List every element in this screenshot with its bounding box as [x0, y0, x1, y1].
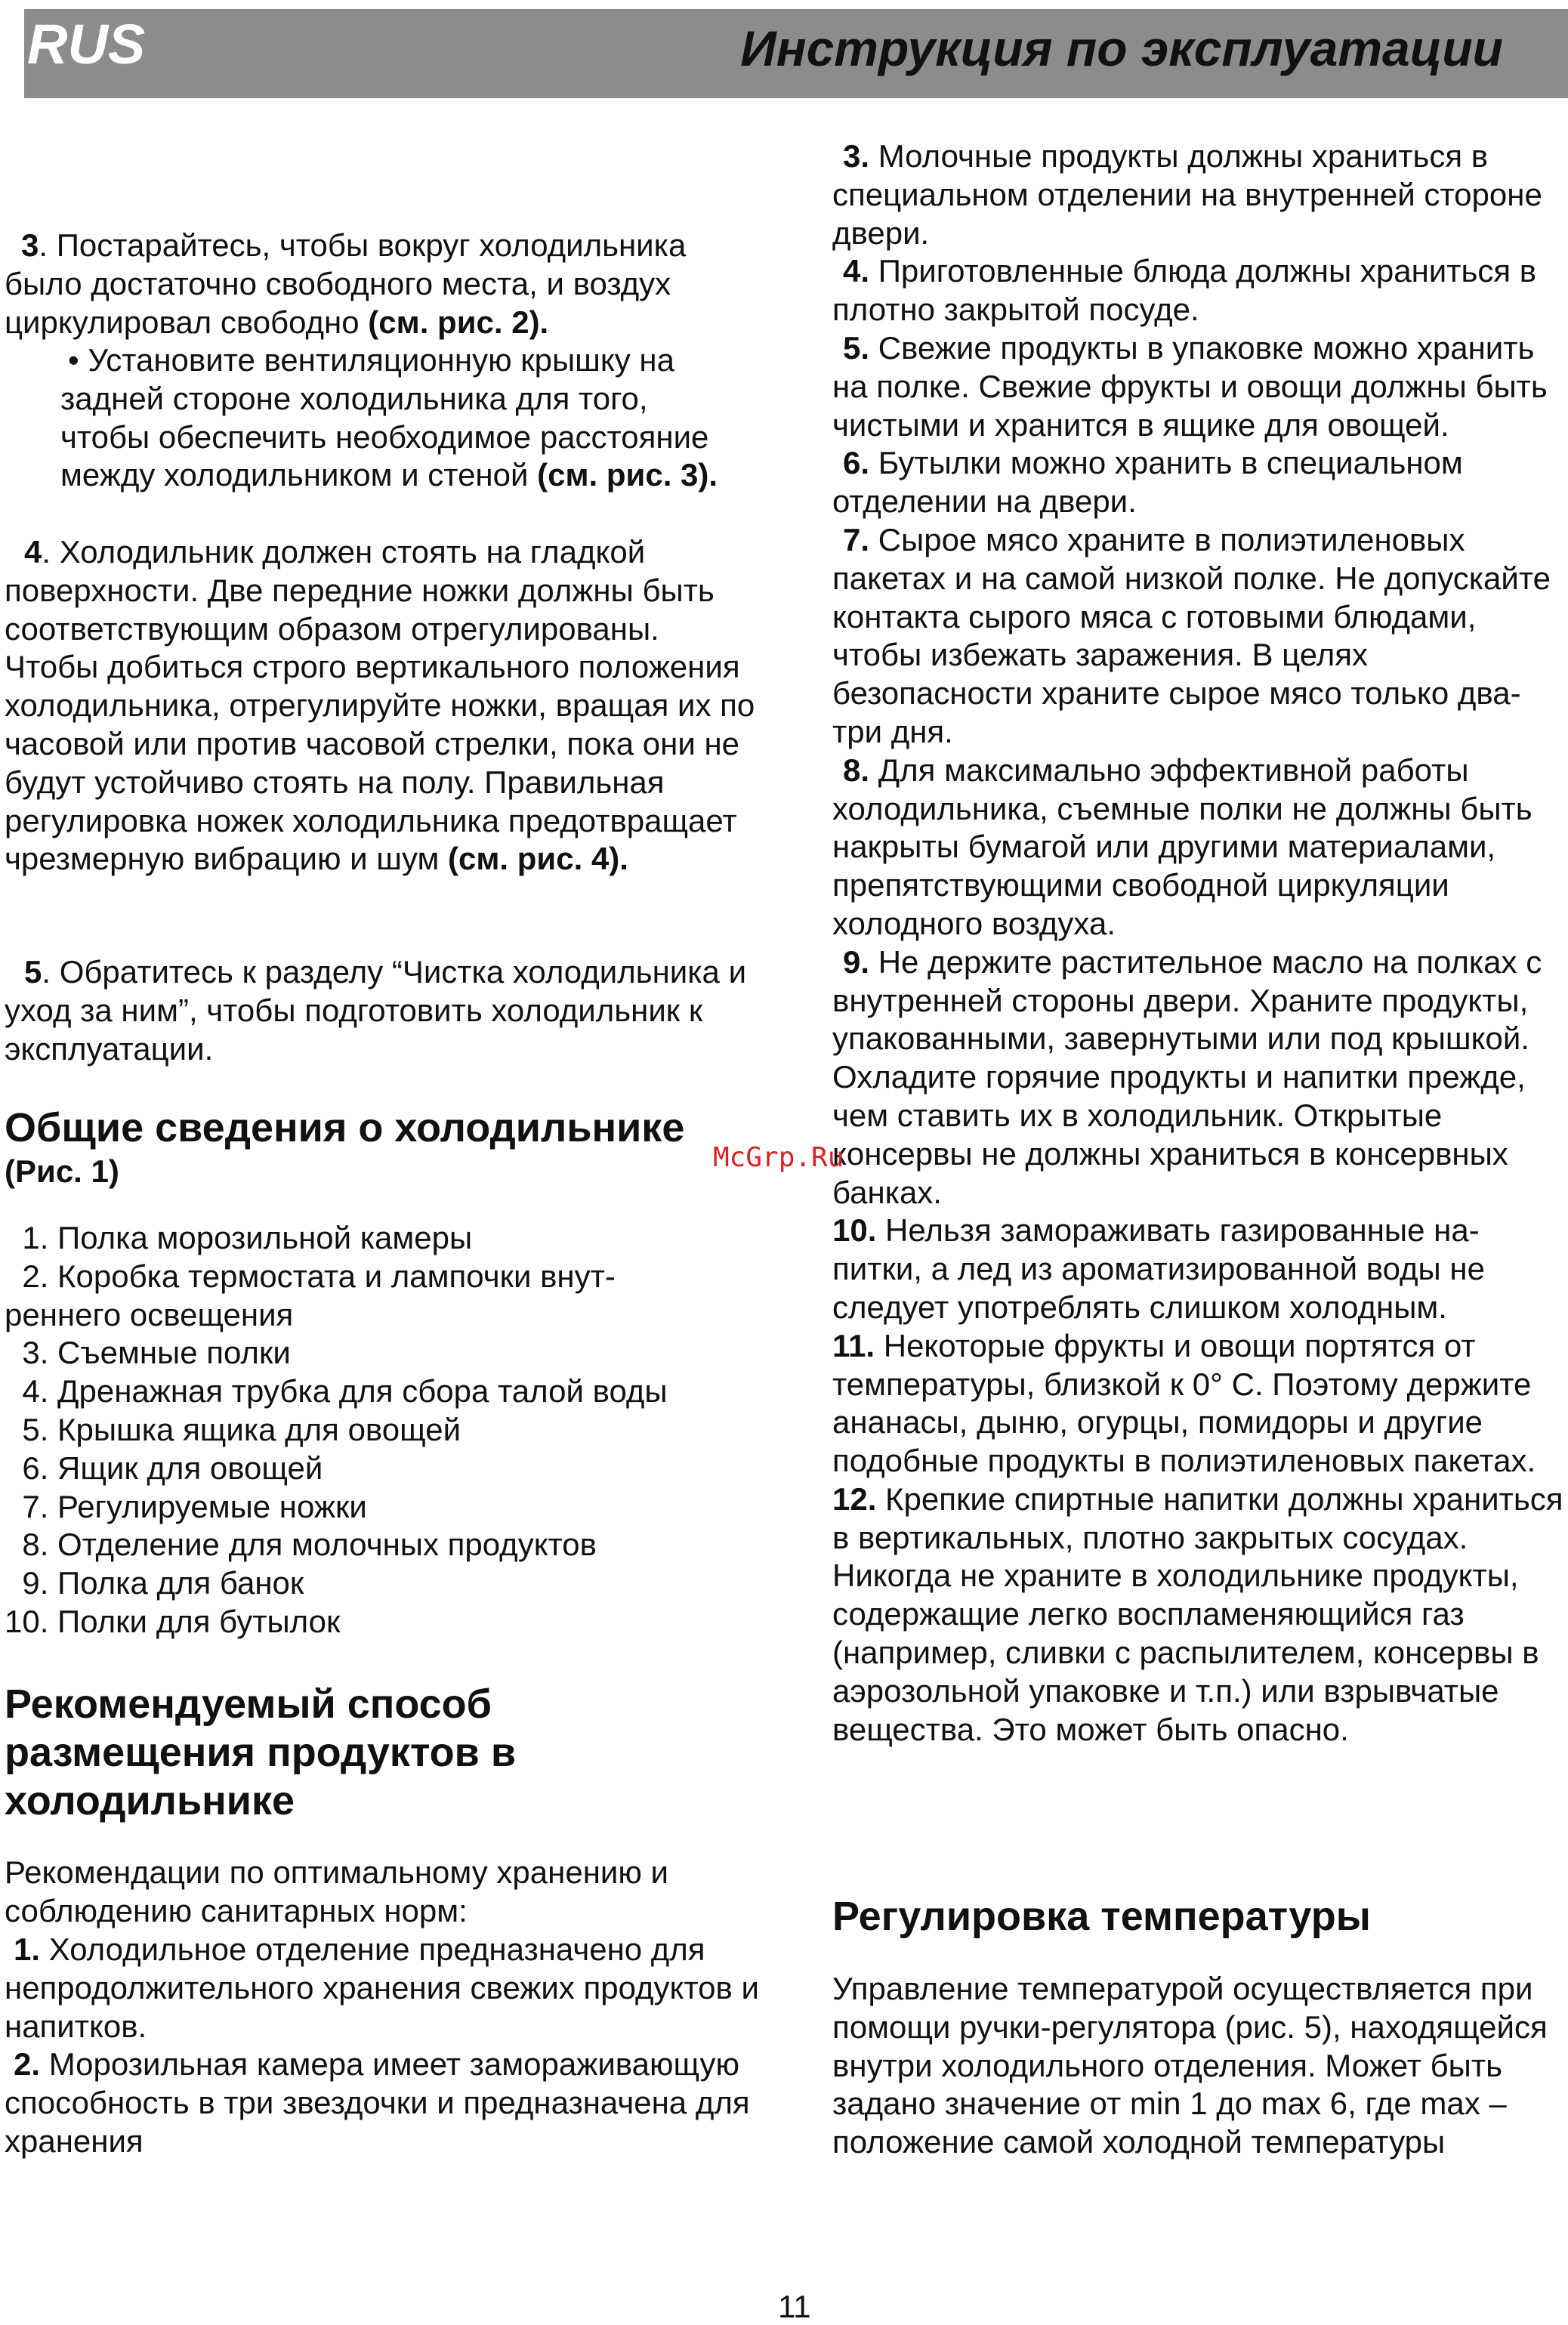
list-item: 9. Полка для банок: [5, 1565, 304, 1601]
rule-item: 12. Крепкие спиртные напитки должны храниться в вертикальных, плотно закрытых сосудах. Никогда не храните в холодильнике продукты, содержащие легко воспламеняющийся газ (например, сливки с распылителем, консервы в аэрозольной упаковке и т.п.) или взрывчатые вещества. Это может быть опасно.: [832, 1481, 1563, 1747]
list-item: 10. Полки для бутылок: [5, 1603, 341, 1639]
list-item: 2. Коробка термостата и лампочки внут-: [5, 1258, 616, 1294]
rule-item: 8. Для максимально эффективной работы холодильника, съемные полки не должны быть накрыты бумагой или другими материалами, препятствующими свободной циркуляции холодного воздуха.: [832, 752, 1533, 941]
list-item: реннего освещения: [5, 1296, 294, 1332]
list-item: 3. Съемные полки: [5, 1335, 291, 1371]
rule-item: 11. Некоторые фрукты и овощи портятся от температуры, близкой к 0° С. Поэтому держите ананасы, дыню, огурцы, помидоры и другие подобные продукты в полиэтиленовых пакетах.: [832, 1327, 1536, 1479]
rule-item: 5. Свежие продукты в упаковке можно хранить на полке. Свежие фрукты и овощи должны быть чистыми и хранится в ящике для овощей.: [832, 329, 1548, 443]
parts-list: [5, 1219, 760, 1641]
step-3-paragraph: 3. Постарайтесь, чтобы вокруг холодильника было достаточно свободного места, и воздух циркулировал свободно (см. рис. 2).: [5, 227, 687, 340]
rule-item: 6. Бутылки можно хранить в специальном отделении на двери.: [832, 445, 1463, 520]
section-placement-title: Рекомендуемый способ размещения продуктов в холодильнике: [5, 1681, 517, 1823]
recommendation-2: 2. Морозильная камера имеет замораживающую способность в три звездочки и предназначена для хранения: [5, 2046, 750, 2159]
step-4-number: 4: [24, 534, 42, 570]
list-item: 6. Ящик для овощей: [5, 1450, 323, 1486]
rule-item: 3. Молочные продукты должны храниться в специальном отделении на внутренней стороне двери.: [832, 138, 1542, 251]
step-5-number: 5: [24, 954, 42, 990]
watermark-text: McGrp.Ru: [713, 1142, 844, 1173]
rule-item: 7. Сырое мясо храните в полиэтиленовых пакетах и на самой низкой полке. Не допускайте контакта сырого мяса с готовыми блюдами, чтобы избежать заражения. В целях безопасности храните сырое мясо только два-три дня.: [832, 521, 1551, 749]
fig-3-ref: (см. рис. 3).: [537, 457, 718, 493]
page-number: 11: [778, 2289, 811, 2324]
header-title: Инструкция по эксплуатации: [740, 20, 1503, 76]
step-5-paragraph: 5. Обратитесь к разделу “Чистка холодильника и уход за ним”, чтобы подготовить холодильник к эксплуатации.: [5, 954, 747, 1067]
list-item: 8. Отделение для молочных продуктов: [5, 1527, 597, 1563]
bullet-paragraph: • Установите вентиляционную крышку на задней стороне холодильника для того, чтобы обеспечить необходимое расстояние между холодильником и стеной (см. рис. 3).: [60, 342, 718, 493]
step-3-number: 3: [21, 227, 39, 263]
rule-item: 10. Нельзя замораживать газированные на-питки, а лед из ароматизированной воды не следует употреблять слишком холодным.: [832, 1212, 1485, 1325]
language-label: RUS: [27, 13, 146, 76]
section-general-subtitle: (Рис. 1): [5, 1153, 119, 1189]
temperature-paragraph: Управление температурой осуществляется при помощи ручки-регулятора (рис. 5), находящейся внутри холодильного отделения. Может быть задано значение от min 1 до max 6, где max – положение самой холодной температуры: [832, 1971, 1548, 2160]
list-item: 1. Полка морозильной камеры: [5, 1220, 473, 1255]
recommendation-1: 1. Холодильное отделение предназначено для непродолжительного хранения свежих продуктов и напитков.: [5, 1931, 759, 2044]
rule-item: 4. Приготовленные блюда должны храниться в плотно закрытой посуде.: [832, 253, 1537, 328]
fig-2-ref: (см. рис. 2).: [368, 304, 549, 340]
fig-4-ref: (см. рис. 4).: [448, 841, 628, 877]
section-temperature-title: Регулировка температуры: [832, 1894, 1371, 1939]
storage-rules-list: [832, 137, 1565, 1749]
section-general-title: Общие сведения о холодильнике: [5, 1105, 685, 1150]
rule-item: 9. Не держите растительное масло на полках с внутренней стороны двери. Храните продукты, упакованными, завернутыми или под крышкой. Охладите горячие продукты и напитки прежде, чем ставить их в холодильник. Открытые консервы не должны храниться в консервных банках.: [832, 943, 1542, 1210]
list-item: 4. Дренажная трубка для сбора талой воды: [5, 1373, 668, 1410]
list-item: 7. Регулируемые ножки: [5, 1488, 367, 1524]
list-item: 5. Крышка ящика для овощей: [5, 1411, 461, 1447]
step-4-paragraph: 4. Холодильник должен стоять на гладкой поверхности. Две передние ножки должны быть соответствующим образом отрегулированы. Чтобы добиться строго вертикального положения холодильника, отрегулируйте ножки, вращая их по часовой или против часовой стрелки, пока они не будут устойчиво стоять на полу. Правильная регулировка ножек холодильника предотвращает чрезмерную вибрацию и шум (см. рис. 4).: [5, 534, 755, 877]
recommendations-intro: Рекомендации по оптимальному хранению и соблюдению санитарных норм:: [5, 1854, 668, 1928]
